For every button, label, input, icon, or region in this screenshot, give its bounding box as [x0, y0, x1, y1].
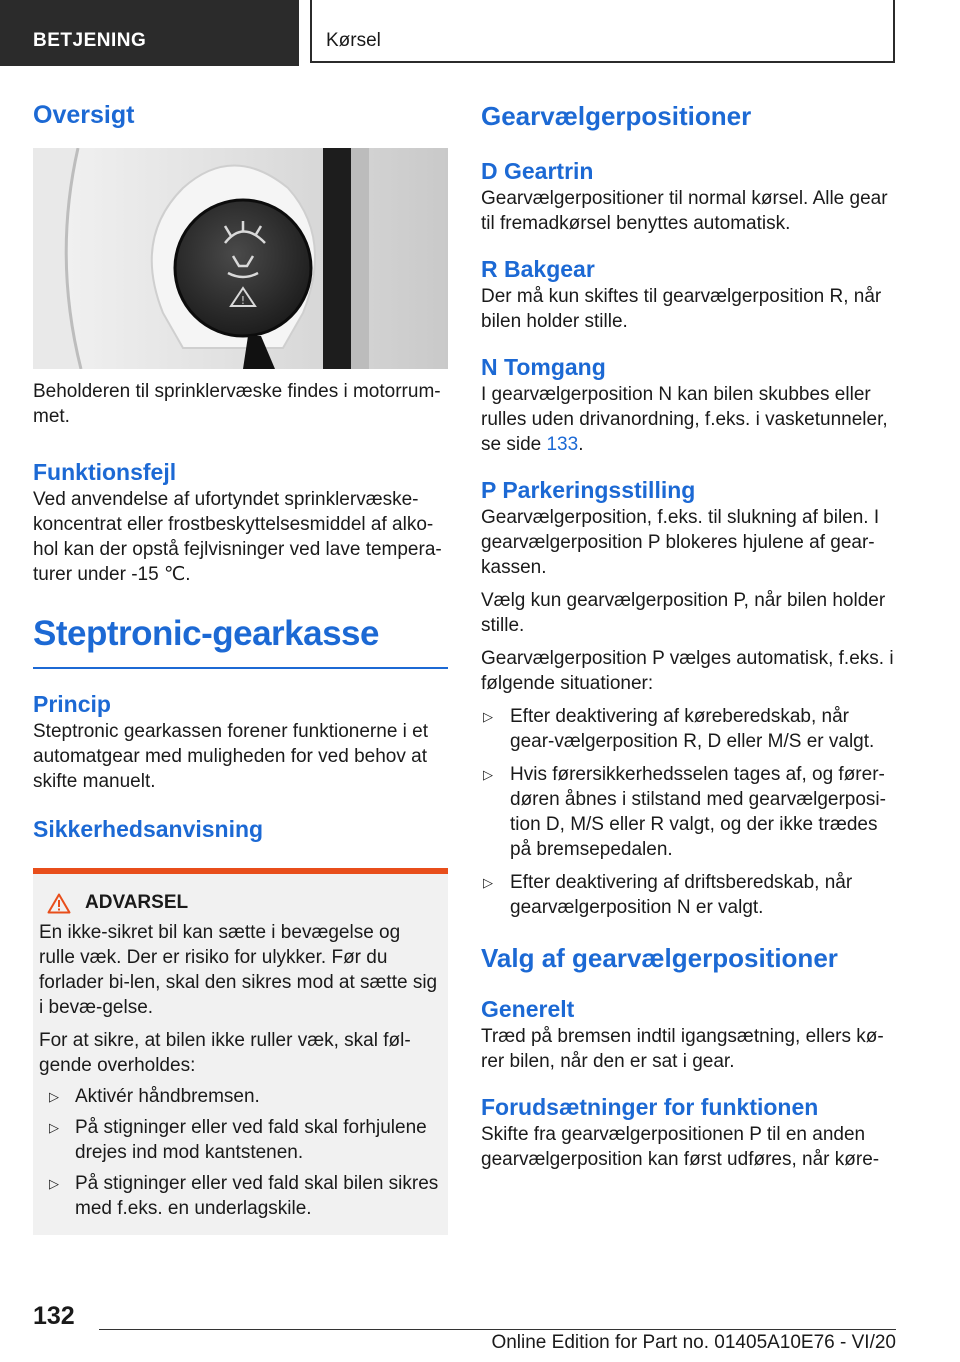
r-text: Der må kun skiftes til gearvælgerposition R, når bilen holder stille. — [481, 286, 882, 332]
list-item: ▷ På stigninger eller ved fald skal forhjulene drejes ind mod kantstenen. — [49, 1117, 427, 1163]
prerequisites-text: Skifte fra gearvælgerpositionen P til en anden gearvælgerposition kan først udføres, når køre- — [481, 1124, 880, 1170]
right-column — [481, 100, 896, 1172]
triangle-bullet-icon: ▷ — [483, 767, 493, 782]
list-item: ▷ På stigninger eller ved fald skal bilen sikres med f.eks. en underlagskile. — [49, 1173, 439, 1219]
warning-triangle-icon — [47, 893, 71, 914]
p-text-3: Gearvælgerposition P vælges automatisk, f.eks. i følgende situationer: — [481, 648, 894, 694]
fault-text: Ved anvendelse af ufortyndet sprinklervæske-koncentrat eller frostbeskyttelsesmiddel af alko-hol kan der opstå fejlvisninger ved lave tempera-turer under -15 ℃. — [33, 489, 442, 585]
prerequisites-heading: Forudsætninger for funktionen — [481, 1094, 819, 1120]
page-reference-link[interactable]: 133 — [546, 434, 579, 455]
warning-text-2: For at sikre, at bilen ikke ruller væk, skal føl-gende overholdes: — [39, 1030, 411, 1076]
svg-text:!: ! — [240, 294, 246, 307]
warning-title-row — [47, 892, 440, 914]
triangle-bullet-icon: ▷ — [483, 709, 493, 724]
triangle-bullet-icon: ▷ — [483, 875, 493, 890]
d-text: Gearvælgerpositioner til normal kørsel. Alle gear til fremadkørsel benyttes automatisk. — [481, 188, 888, 234]
triangle-bullet-icon: ▷ — [49, 1176, 59, 1191]
section-label: BETJENING — [0, 0, 299, 66]
chapter-label: Kørsel — [310, 0, 895, 63]
page-header — [0, 0, 960, 66]
oversigt-heading: Oversigt — [33, 101, 135, 129]
triangle-bullet-icon: ▷ — [49, 1120, 59, 1135]
photo-caption: Beholderen til sprinklervæske findes i motorrum-met. — [33, 381, 441, 427]
p-text-2: Vælg kun gearvælgerposition P, når bilen holder stille. — [481, 590, 886, 636]
triangle-bullet-icon: ▷ — [49, 1089, 59, 1104]
fault-heading: Funktionsfejl — [33, 459, 177, 485]
d-heading: D Geartrin — [481, 158, 594, 184]
n-heading: N Tomgang — [481, 354, 606, 380]
page-number: 132 — [33, 1302, 75, 1330]
warning-list — [39, 1084, 440, 1221]
p-situations-list — [481, 704, 896, 920]
list-item: ▷ Efter deaktivering af driftsberedskab, når gearvælgerposition N er valgt. — [483, 872, 853, 918]
warning-text-1: En ikke-sikret bil kan sætte i bevægelse og rulle væk. Der er risiko for ulykker. Før du forlader bi-len, skal den sikres mod at sætte sig i bevæ-gelse. — [39, 922, 438, 1018]
list-item: ▷ Hvis førersikkerhedsselen tages af, og fører-døren åbnes i stilstand med gearvælgerposi-tion D, M/S eller R valgt, og der ikke trædes på bremsepedalen. — [483, 764, 886, 860]
section-rule — [33, 667, 448, 669]
edition-note: Online Edition for Part no. 01405A10E76 - VI/20 — [491, 1332, 896, 1353]
n-text: I gearvælgerposition N kan bilen skubbes eller rulles uden drivanordning, f.eks. i vasketunneler, se side 133. — [481, 384, 888, 455]
p-text-1: Gearvælgerposition, f.eks. til slukning af bilen. I gearvælgerposition P blokeres hjulene af gear-kassen. — [481, 507, 880, 578]
washer-fluid-cap-photo — [33, 148, 448, 369]
safety-heading: Sikkerhedsanvisning — [33, 816, 264, 842]
list-item: ▷ Efter deaktivering af køreberedskab, når gear-vælgerposition R, D eller M/S er valgt. — [483, 706, 875, 752]
selection-heading: Valg af gearvælgerpositioner — [481, 943, 838, 973]
principle-text: Steptronic gearkassen forener funktionerne i et automatgear med muligheden for ved behov at skifte manuelt. — [33, 721, 429, 792]
section-title: Steptronic-gearkasse — [33, 614, 379, 653]
p-heading: P Parkeringsstilling — [481, 477, 696, 503]
principle-heading: Princip — [33, 691, 111, 717]
gear-positions-heading: Gearvælgerpositioner — [481, 101, 752, 131]
list-item: ▷ Aktivér håndbremsen. — [49, 1086, 260, 1107]
warning-box — [33, 868, 448, 1235]
washer-cap-illustration — [33, 148, 448, 369]
r-heading: R Bakgear — [481, 256, 595, 282]
generelt-text: Træd på bremsen indtil igangsætning, ellers kø-rer bilen, når den er sat i gear. — [481, 1026, 884, 1072]
left-column — [33, 100, 448, 1235]
generelt-heading: Generelt — [481, 996, 575, 1022]
warning-title: ADVARSEL — [85, 892, 189, 913]
footer-rule — [99, 1329, 896, 1330]
